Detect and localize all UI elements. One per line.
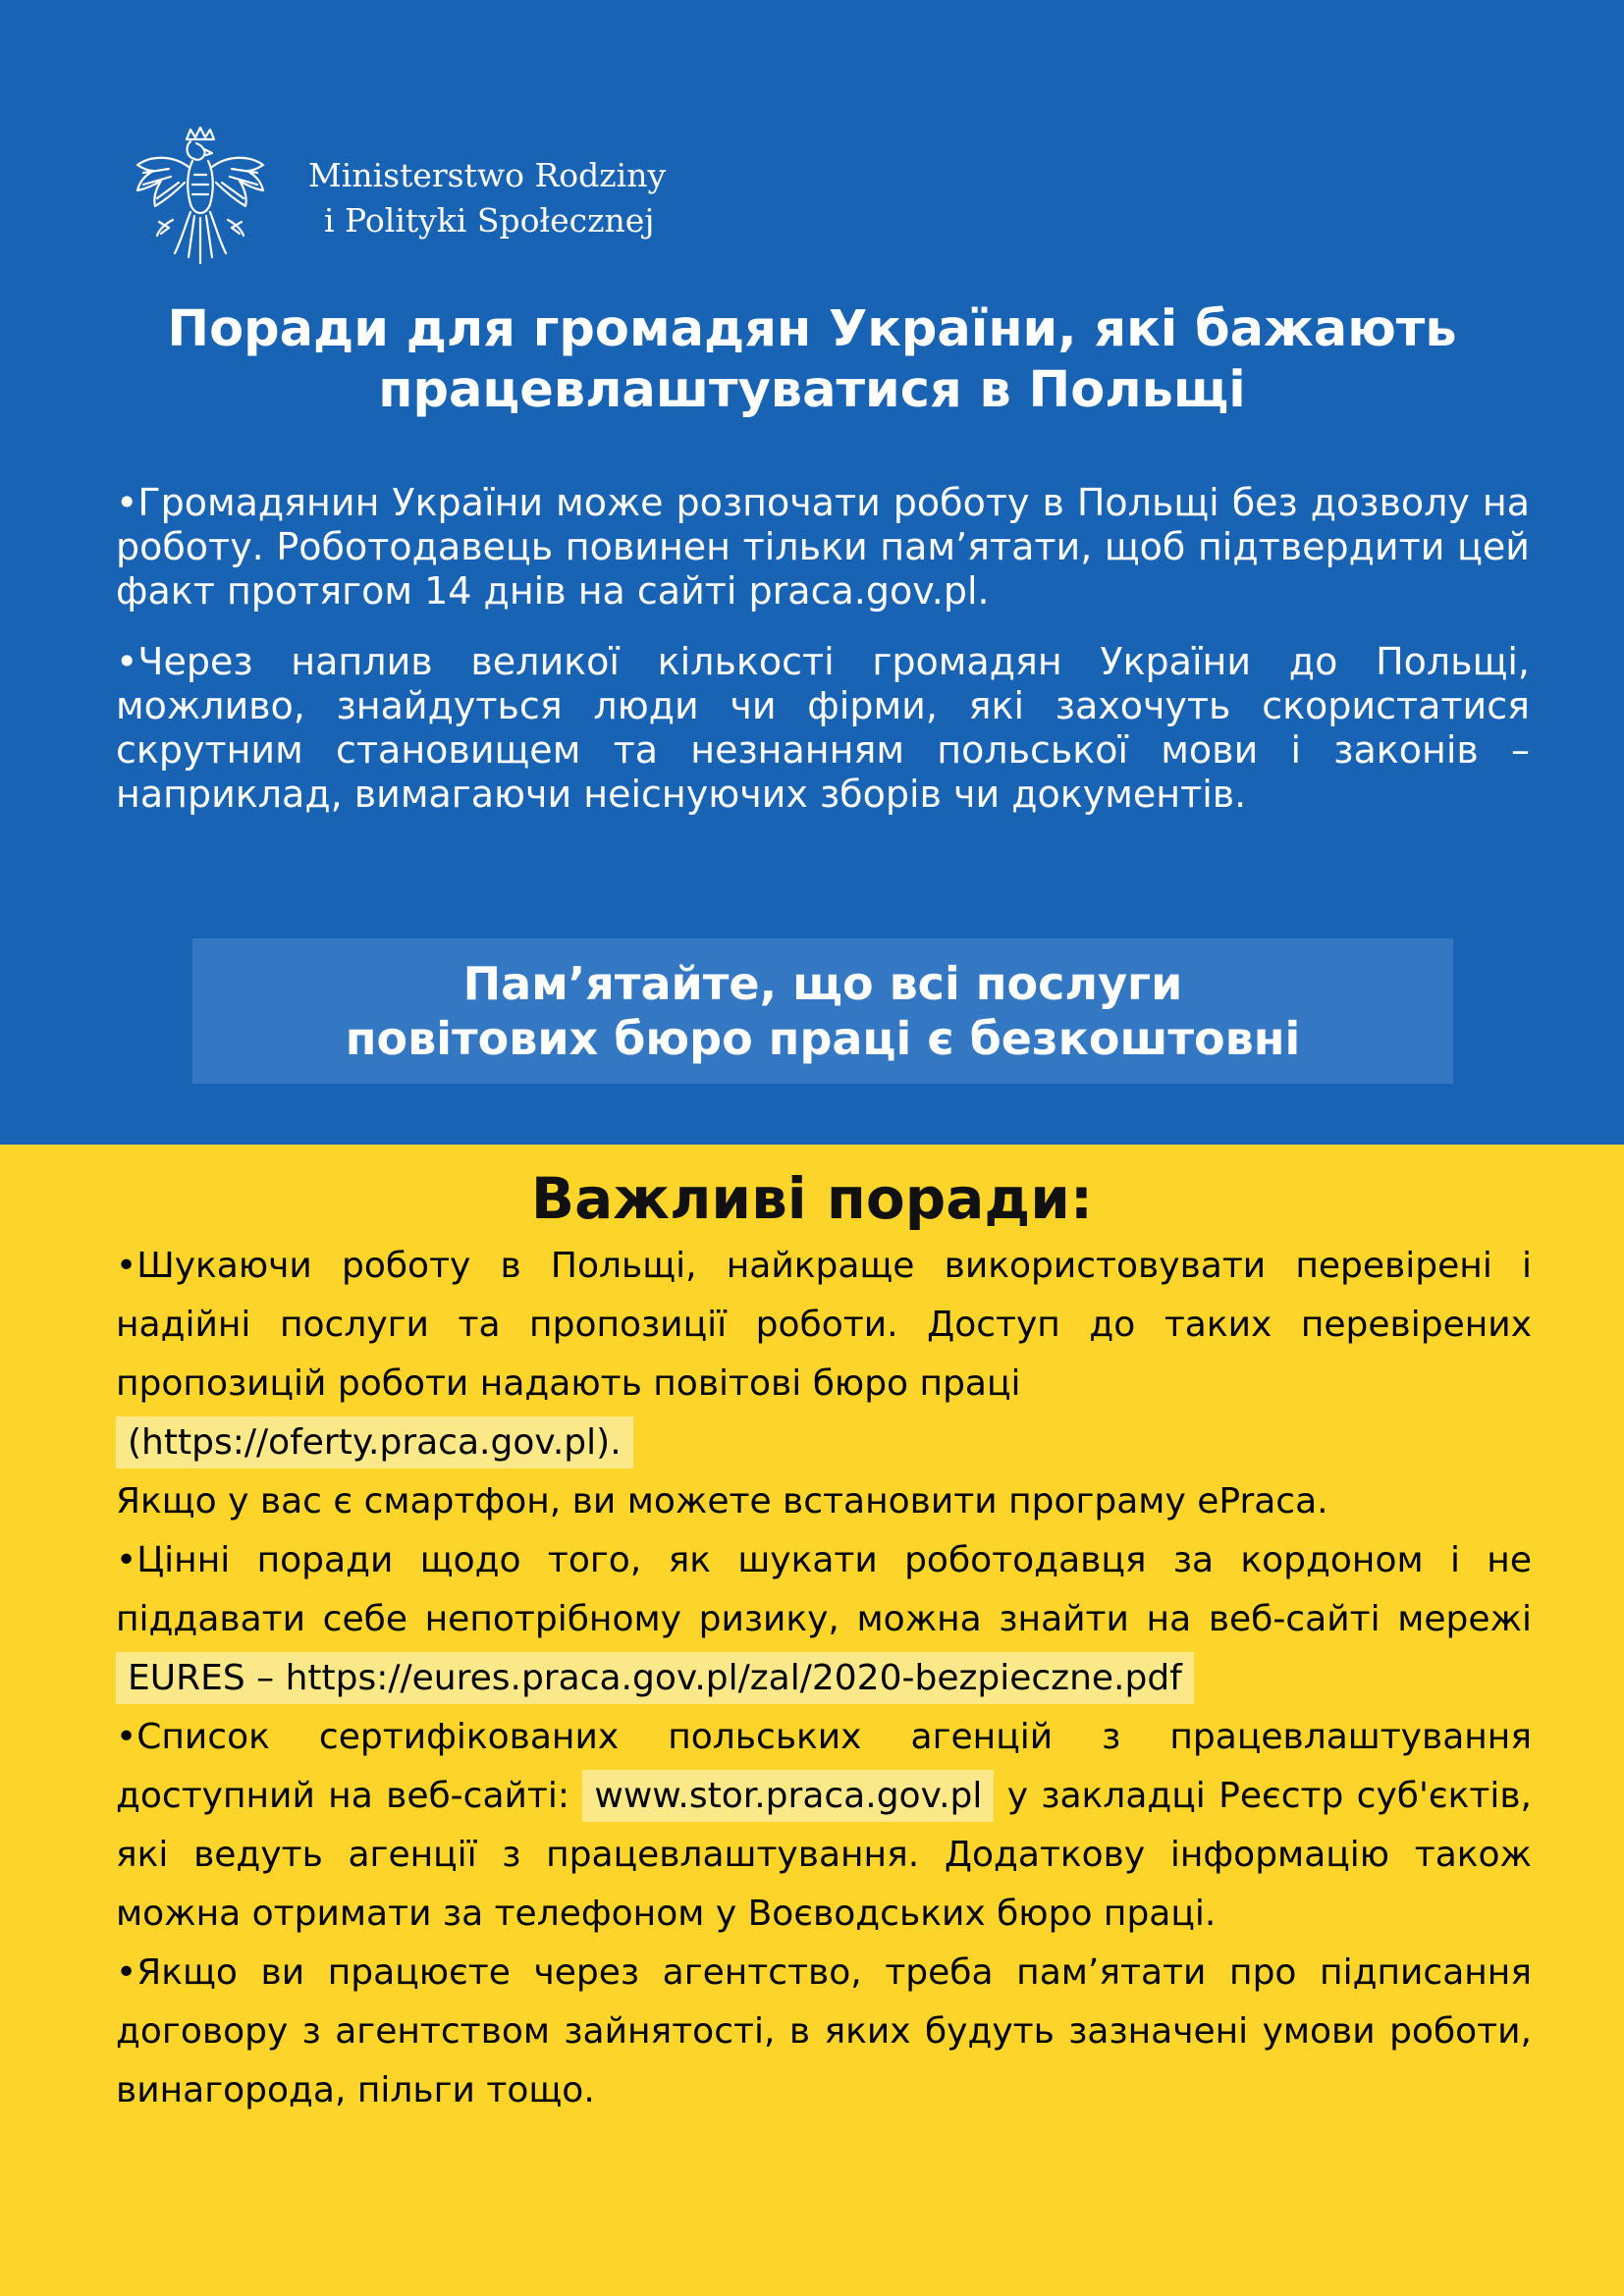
polish-eagle-emblem-icon [130,126,271,273]
oferty-link[interactable]: (https://oferty.praca.gov.pl). [116,1416,633,1468]
free-services-notice [192,938,1453,1084]
stor-link[interactable]: www.stor.praca.gov.pl [582,1770,994,1822]
page-title-line1: Поради для громадян України, які бажають [167,300,1457,358]
tip-3-text: •Список сертифікованих польських агенцій з працевлаштування доступний на веб-сайті: [116,1717,1532,1816]
tips-list [116,1237,1532,2120]
notice-line2: повітових бюро праці є безкоштовні [345,1012,1301,1065]
tip-1-text: •Шукаючи роботу в Польщі, найкраще використовувати перевірені і надійні послуги та пропозиції роботи. Доступ до таких перевірених пропозицій роботи надають повітові бюро праці [116,1246,1532,1404]
intro-paragraph-1: •Громадянин України може розпочати роботу в Польщі без дозволу на роботу. Роботодавець повинен тільки пам’ятати, щоб підтвердити цей факт протягом 14 днів на сайті praca.gov.pl. [116,481,1530,613]
blue-section [0,0,1624,1145]
tip-1 [116,1237,1532,1531]
ministry-name-line1: Ministerstwo Rodziny [308,156,667,194]
intro-list [116,481,1530,843]
tip-1-epraca: Якщо у вас є смартфон, ви можете встановити програму ePraca. [116,1481,1328,1522]
tip-2-text: •Цінні поради щодо того, як шукати роботодавця за кордоном і не піддавати себе непотрібному ризику, можна знайти на веб-сайті мережі [116,1540,1532,1639]
eures-link[interactable]: EURES – https://eures.praca.gov.pl/zal/2020-bezpieczne.pdf [116,1652,1194,1704]
intro-paragraph-2: •Через наплив великої кількості громадян України до Польщі, можливо, знайдуться люди чи фірми, які захочуть скористатися скрутним становищем та незнанням польської мови і законів – наприклад, вимагаючи неіснуючих зборів чи документів. [116,640,1530,816]
ministry-name [308,153,666,243]
page-title-line2: працевлаштуватися в Польщі [378,361,1246,419]
tip-2 [116,1531,1532,1708]
ministry-name-line2: i Polityki Społecznej [324,201,655,240]
page-title [59,299,1565,421]
tip-4: •Якщо ви працюєте через агентство, треба пам’ятати про підписання договору з агентством зайнятості, в яких будуть зазначені умови роботи, винагорода, пільги тощо. [116,1952,1532,2110]
tip-3 [116,1708,1532,1944]
tips-heading: Важливі поради: [530,1165,1094,1232]
notice-line1: Пам’ятайте, що всі послуги [462,957,1183,1010]
tip-3-after: у закладці Реєстр суб'єктів, які ведуть агенції з працевлаштування. Додаткову інформацію також можна отримати за телефоном у Воєводських бюро праці. [116,1776,1532,1934]
